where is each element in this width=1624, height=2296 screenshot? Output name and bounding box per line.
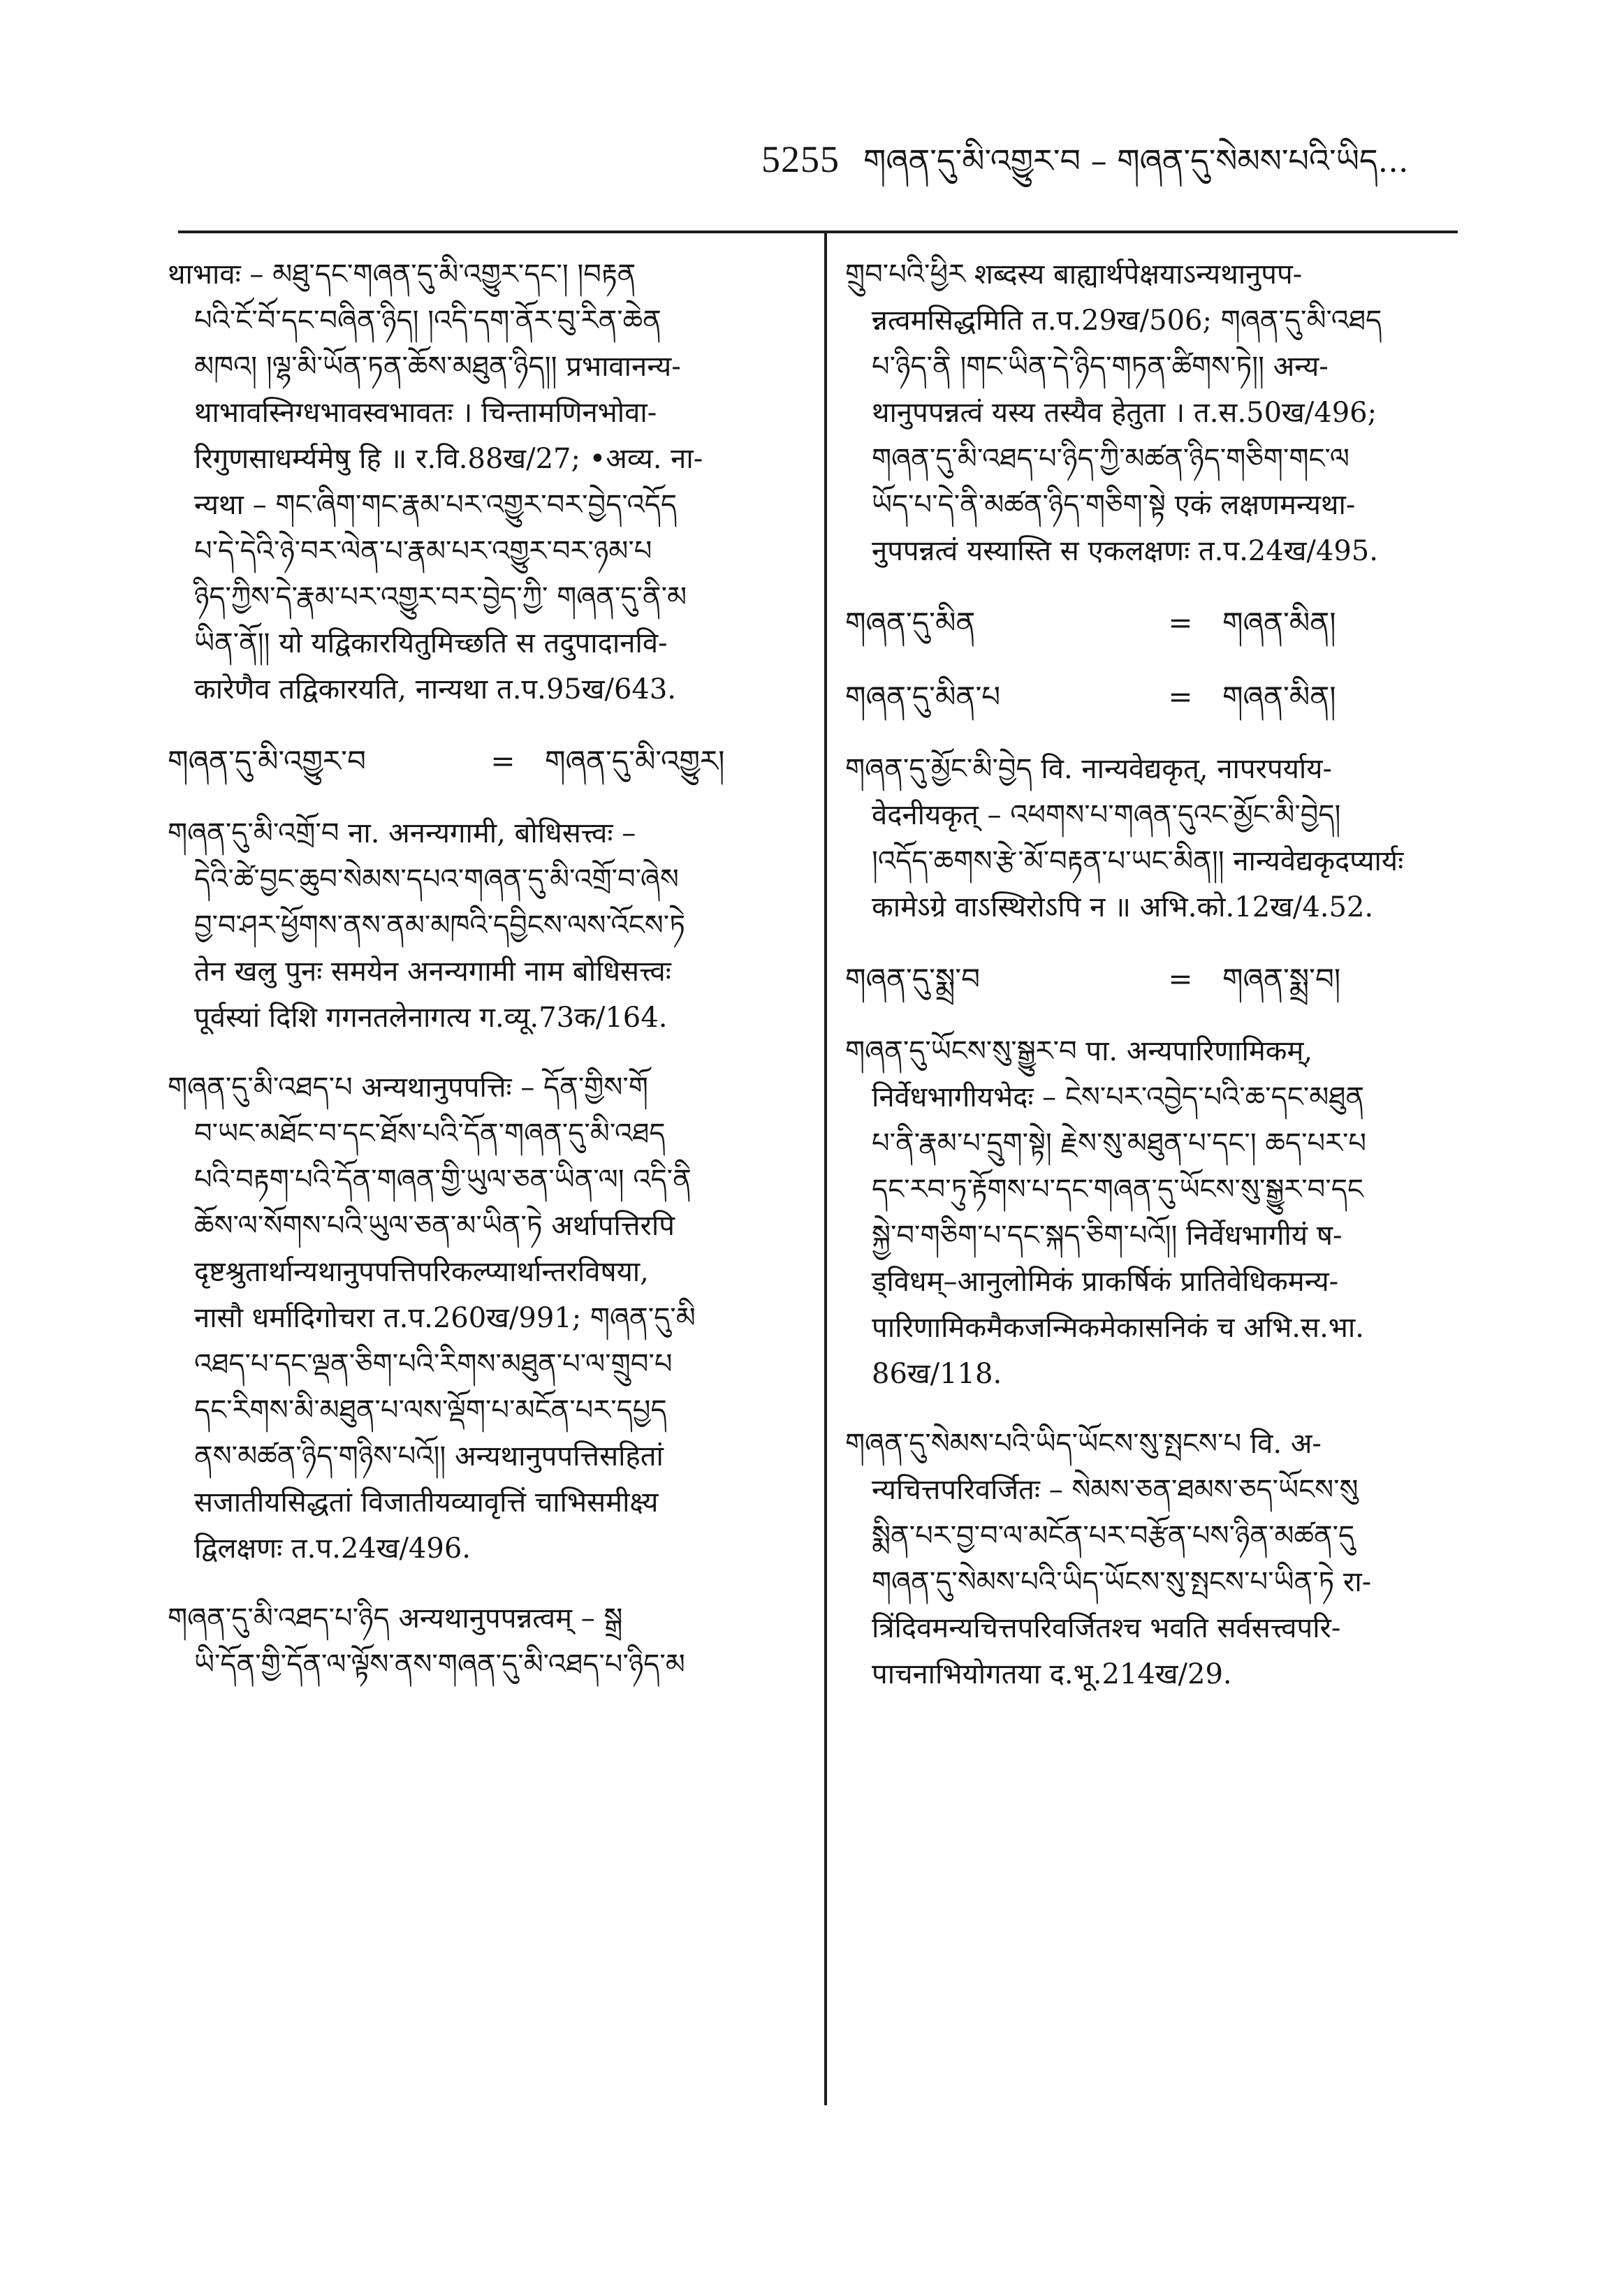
entry-line: ཉིད་ཀྱིས་དེ་རྣམ་པར་འགྱུར་བར་བྱེད་ཀྱི་ གཞན་དུ་ནི་མ	[194, 581, 687, 613]
headword: གཞན་དུ་སྨྲ་བ	[845, 962, 981, 996]
entry-line: त्रिंदिवमन्यचित्तपरिवर्जितश्च भवति सर्वसत्त्वपरि-	[872, 1612, 1341, 1644]
entry-line: पाचनाभियोगतया द.भू.214ख/29.	[872, 1658, 1232, 1690]
cross-reference	[168, 736, 800, 787]
entry-line: ཡོད་པ་དེ་ནི་མཚན་ཉིད་གཅིག་སྟེ एकं लक्षणमन्यथा-	[872, 489, 1356, 521]
entry-line: དེའི་ཚེ་བྱང་ཆུབ་སེམས་དཔའ་གཞན་དུ་མི་འགྲོ་བ་ཞེས	[194, 863, 679, 895]
entry-line: སྨིན་པར་བྱ་བ་ལ་མངོན་པར་བརྩོན་པས་ཉིན་མཚན་དུ	[872, 1520, 1355, 1552]
entry-line: གཞན་དུ་མི་འགྲོ་བ ना. अनन्यगामी, बोधिसत्त्वः –	[168, 817, 636, 849]
dictionary-entry	[845, 251, 1467, 574]
entry-line: སྐྱེ་བ་གཅིག་པ་དང་སྐད་ཅིག་པའོ།། निर्वेधभागीयं ष-	[872, 1220, 1343, 1252]
entry-line: पूर्वस्यां दिशि गगनतलेनागत्य ग.व्यू.73क/164.	[194, 1002, 668, 1034]
entry-line: ཡིན་ནོ།། यो यद्विकारयितुमिच्छति स तदुपादानवि-	[194, 627, 668, 659]
entry-line: དང་རབ་ཏུ་རྟོགས་པ་དང་གཞན་དུ་ཡོངས་སུ་སྒྱུར་བ་དང	[872, 1173, 1363, 1206]
entry-line: नासौ धर्मादिगोचरा त.प.260ख/991; གཞན་དུ་མི	[194, 1302, 696, 1334]
cross-reference-target: གཞན་སྨྲ་བ།	[1222, 962, 1341, 996]
entry-line: གཞན་དུ་སེམས་པའི་ཡིད་ཡོངས་སུ་སྤངས་པ་ཡིན་ཏེ रा-	[872, 1566, 1372, 1598]
entry-line: ནས་མཚན་ཉིད་གཉིས་པའོ།། अन्यथानुपपत्तिसहितां	[194, 1440, 664, 1472]
right-column	[845, 251, 1467, 2082]
entry-line: པ་ཉིད་ནི །གང་ཡིན་དེ་ཉིད་གཏན་ཚིགས་ཏེ།། अन्य-	[872, 351, 1329, 383]
entry-line: तेन खलु पुनः समयेन अनन्यगामी नाम बोधिसत्त्वः	[194, 956, 671, 988]
entry-line: कामेऽग्रे वाऽस्थिरोऽपि न ॥ अभि.को.12ख/4.52.	[872, 891, 1374, 923]
entry-line: थानुपपन्नत्वं यस्य तस्यैव हेतुता । त.स.50ख/496;	[872, 397, 1377, 429]
dictionary-entry	[845, 746, 1467, 930]
entry-line: གཞན་དུ་ཡོངས་སུ་སྒྱུར་བ पा. अन्यपारिणामिकम्,	[845, 1035, 1313, 1067]
entry-line: सजातीयसिद्धतां विजातीयव्यावृत्तिं चाभिसमीक्ष्य	[194, 1486, 659, 1519]
entry-line: ड्विधम्–आनुलोमिकं प्राकर्षिकं प्रातिवेधिकमन्य-	[872, 1266, 1339, 1298]
running-head: གཞན་དུ་མི་འགྱུར་བ – གཞན་དུ་སེམས་པའི་ཡིད...	[863, 142, 1409, 180]
entry-line: ཆོས་ལ་སོགས་པའི་ཡུལ་ཅན་མ་ཡིན་ཏེ अर्थापत्तिरपि	[194, 1210, 675, 1242]
entry-line: གཞན་དུ་མྱོང་མི་བྱེད वि. नान्यवेद्यकृत्, नापरपर्याय-	[845, 753, 1332, 785]
entry-line: न्नत्वमसिद्धमिति त.प.29ख/506; གཞན་དུ་མི་འཐད	[872, 305, 1382, 337]
entry-line: མཁའ། །ལྷ་མི་ཡོན་ཏན་ཆོས་མཐུན་ཉིད།། प्रभावानन्य-	[194, 351, 681, 383]
cross-reference	[845, 598, 1467, 648]
left-column	[168, 251, 800, 2082]
entry-line: གཞན་དུ་མི་འཐད་པ अन्यथानुपपत्तिः – དོན་གྱིས་གོ	[168, 1072, 648, 1104]
dictionary-entry	[845, 1421, 1467, 1697]
entry-line: འཐད་པ་དང་ལྡན་ཅིག་པའི་རིགས་མཐུན་པ་ལ་གྲུབ་པ	[194, 1348, 673, 1380]
entry-line: रिगुणसाधर्म्यमेषु हि ॥ र.वि.88ख/27; •अव्य. ना-	[194, 443, 703, 475]
cross-reference	[845, 954, 1467, 1004]
entry-line: པ་ནི་རྣམ་པ་དྲུག་སྟེ། རྗེས་སུ་མཐུན་པ་དང་། ཆད་པར་པ	[872, 1127, 1367, 1160]
dictionary-entry	[845, 1028, 1467, 1397]
column-divider	[824, 233, 827, 2105]
entry-line: थाभावस्निग्धभावस्वभावतः । चिन्तामणिनभोवा-	[194, 397, 657, 429]
entry-line: གཞན་དུ་སེམས་པའི་ཡིད་ཡོངས་སུ་སྤངས་པ वि. अ-	[845, 1428, 1322, 1460]
page-number: 5255	[761, 138, 840, 180]
dictionary-entry	[168, 251, 800, 712]
cross-reference-target: གཞན་དུ་མི་འགྱུར།	[545, 744, 725, 778]
headword: གཞན་དུ་མིན	[845, 606, 976, 640]
header-rule	[178, 231, 1458, 233]
page-header	[761, 126, 1488, 189]
equals-sign: =	[490, 744, 515, 778]
entry-line: 86ख/118.	[872, 1358, 1002, 1390]
entry-line: वेदनीयकृत् – འཕགས་པ་གཞན་དུའང་མྱོང་མི་བྱེད།	[872, 799, 1341, 831]
entry-line: द्विलक्षणः त.प.24ख/496.	[194, 1533, 471, 1565]
entry-line: གཞན་དུ་མི་འཐད་པ་ཉིད་ཀྱི་མཚན་ཉིད་གཅིག་གང་ལ	[872, 443, 1349, 475]
entry-line: བྱ་བ་ཤར་ཕྱོགས་ནས་ནམ་མཁའི་དབྱིངས་ལས་འོངས་ཏེ	[194, 909, 685, 942]
equals-sign: =	[1168, 680, 1193, 714]
entry-line: कारेणैव तद्विकारयति, नान्यथा त.प.95ख/643.	[194, 673, 677, 705]
headword: གཞན་དུ་མི་འགྱུར་བ	[168, 744, 366, 778]
entry-line: བ་ཡང་མཐོང་བ་དང་ཐོས་པའི་དོན་གཞན་དུ་མི་འཐད	[194, 1118, 666, 1150]
cross-reference-target: གཞན་མིན།	[1222, 606, 1336, 640]
entry-line: །འདོད་ཆགས་རྩེ་མོ་བརྟན་པ་ཡང་མིན།། नान्यवेद्यकृदप्यार्यः	[872, 845, 1404, 877]
cross-reference-target: གཞན་མིན།	[1222, 680, 1336, 714]
dictionary-entry	[168, 1595, 800, 1688]
equals-sign: =	[1168, 606, 1193, 640]
entry-line: གཞན་དུ་མི་འཐད་པ་ཉིད अन्यथानुपपन्नत्वम् – སྒྲ	[168, 1602, 623, 1635]
equals-sign: =	[1168, 962, 1193, 996]
dictionary-entry	[168, 1065, 800, 1572]
entry-line: དང་རིགས་མི་མཐུན་པ་ལས་ལྡོག་པ་མངོན་པར་དཔྱད	[194, 1394, 667, 1426]
headword: གཞན་དུ་མིན་པ	[845, 680, 1001, 714]
cross-reference	[845, 672, 1467, 722]
entry-line: པའི་བརྟག་པའི་དོན་གཞན་གྱི་ཡུལ་ཅན་ཡིན་ལ། འདི་ནི	[194, 1164, 692, 1196]
dictionary-entry	[168, 810, 800, 1041]
entry-line: नुपपन्नत्वं यस्यास्ति स एकलक्षणः त.प.24ख/495.	[872, 535, 1378, 567]
entry-line: པ་དེ་དེའི་ཉེ་བར་ལེན་པ་རྣམ་པར་འགྱུར་བར་ཉམ་པ	[194, 535, 652, 567]
entry-line: न्यथा – གང་ཞིག་གང་རྣམ་པར་འགྱུར་བར་བྱེད་འདོད	[194, 489, 678, 521]
entry-line: པའི་ངོ་བོ་དང་བཞིན་ཉིད། །འདི་དག་ནོར་བུ་རིན་ཆེན	[194, 305, 661, 337]
entry-line: निर्वेधभागीयभेदः – ངེས་པར་འབྱེད་པའི་ཆ་དང་མཐུན	[872, 1081, 1365, 1113]
entry-line: पारिणामिकमैकजन्मिकमेकासनिकं च अभि.स.भा.	[872, 1312, 1364, 1344]
entry-line: थाभावः – མཐུ་དང་གཞན་དུ་མི་འགྱུར་དང་། །བརྟན	[168, 258, 636, 291]
entry-line: གྲུབ་པའི་ཕྱིར शब्दस्य बाह्यार्थपेक्षयाऽन्यथानुपप-	[845, 258, 1303, 291]
entry-line: ཡི་དོན་གྱི་དོན་ལ་ལྟོས་ནས་གཞན་དུ་མི་འཐད་པ་ཉིད་མ	[194, 1648, 685, 1681]
entry-line: दृष्टश्रुतार्थान्यथानुपपत्तिपरिकल्प्यार्थान्तरविषया,	[194, 1256, 649, 1288]
entry-line: न्यचित्तपरिवर्जितः – སེམས་ཅན་ཐམས་ཅད་ཡོངས་སུ	[872, 1474, 1359, 1506]
